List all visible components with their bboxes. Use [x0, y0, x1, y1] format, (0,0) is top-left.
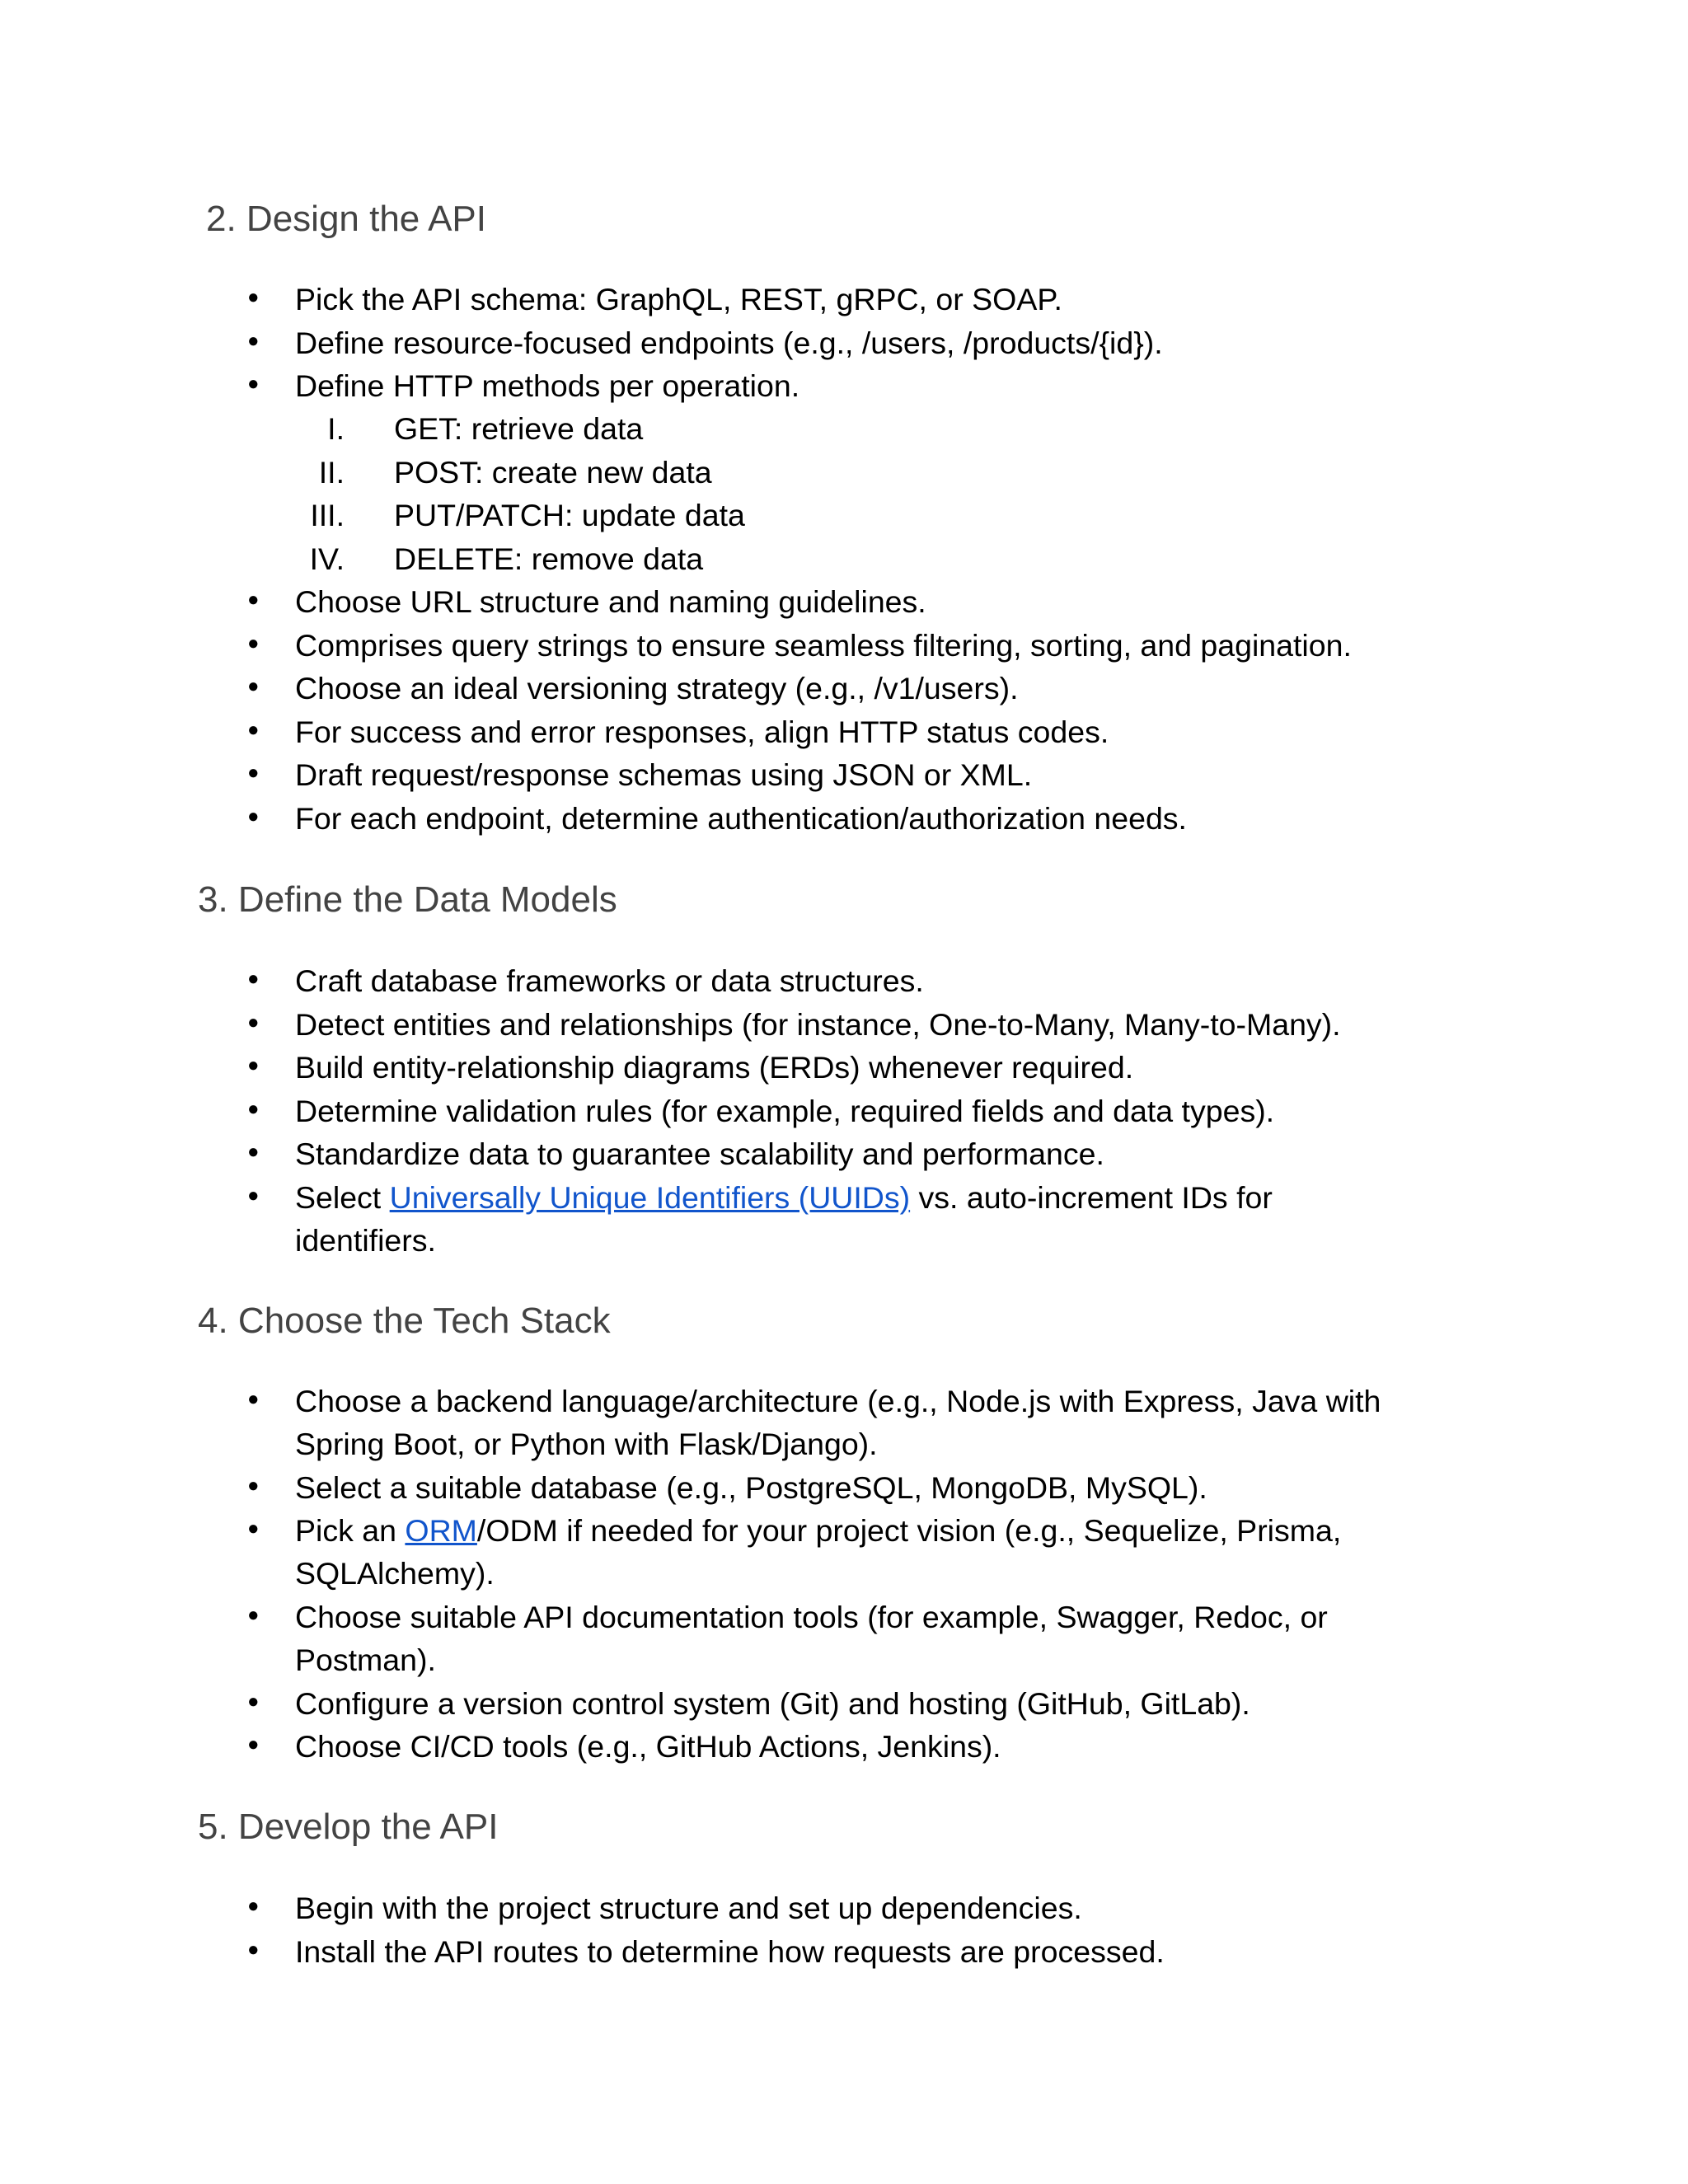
bullet-icon: ● — [247, 1604, 260, 1626]
uuid-link[interactable]: Universally Unique Identifiers (UUIDs) — [389, 1180, 911, 1215]
section-heading-tech-stack: 4. Choose the Tech Stack — [198, 1301, 611, 1341]
list-item: Craft database frameworks or data structures. — [295, 963, 924, 998]
bullet-icon: ● — [247, 762, 260, 784]
roman-numeral: III. — [310, 498, 345, 532]
bullet-icon: ● — [247, 1474, 260, 1497]
list-item: Choose a backend language/architecture (e.g., Node.js with Express, Java with — [295, 1384, 1381, 1418]
list-item: Define HTTP methods per operation. — [295, 368, 800, 403]
list-item: Configure a version control system (Git) and hosting (GitHub, GitLab). — [295, 1686, 1250, 1721]
bullet-icon: ● — [247, 1011, 260, 1033]
orm-link[interactable]: ORM — [405, 1513, 477, 1548]
roman-numeral: I. — [327, 411, 345, 446]
roman-numeral: II. — [318, 455, 345, 490]
bullet-icon: ● — [247, 719, 260, 741]
bullet-icon: ● — [247, 1054, 260, 1076]
bullet-icon: ● — [247, 1938, 260, 1961]
list-item: Define resource-focused endpoints (e.g., /users, /products/{id}). — [295, 326, 1163, 360]
list-item: Choose URL structure and naming guidelines. — [295, 584, 926, 619]
bullet-icon: ● — [247, 1517, 260, 1540]
sub-list-item: PUT/PATCH: update data — [394, 498, 745, 532]
roman-numeral: IV. — [309, 541, 345, 576]
list-item: Comprises query strings to ensure seamless filtering, sorting, and pagination. — [295, 628, 1352, 663]
list-item: Choose suitable API documentation tools (for example, Swagger, Redoc, or — [295, 1600, 1328, 1634]
sub-list-item: DELETE: remove data — [394, 541, 704, 576]
bullet-icon: ● — [247, 1141, 260, 1163]
list-item-continuation: SQLAlchemy). — [295, 1556, 495, 1591]
list-item-text: /ODM if needed for your project vision (e.g., Sequelize, Prisma, — [476, 1513, 1342, 1548]
list-item-continuation: identifiers. — [295, 1223, 436, 1258]
list-item: For each endpoint, determine authentication/authorization needs. — [295, 801, 1187, 836]
list-item-text: vs. auto-increment IDs for — [910, 1180, 1273, 1215]
bullet-icon: ● — [247, 373, 260, 395]
bullet-icon: ● — [247, 330, 260, 352]
list-item: Install the API routes to determine how requests are processed. — [295, 1934, 1165, 1969]
sub-list-item: POST: create new data — [394, 455, 712, 490]
bullet-icon: ● — [247, 968, 260, 990]
list-item: Select a suitable database (e.g., PostgreSQL, MongoDB, MySQL). — [295, 1470, 1207, 1505]
bullet-icon: ● — [247, 286, 260, 308]
bullet-icon: ● — [247, 632, 260, 654]
bullet-icon: ● — [247, 675, 260, 697]
sub-list-item: GET: retrieve data — [394, 411, 644, 446]
list-item-orm — [295, 1509, 1341, 1553]
list-item-uuid — [295, 1176, 1273, 1220]
list-item: Determine validation rules (for example, required fields and data types). — [295, 1094, 1275, 1128]
bullet-icon: ● — [247, 588, 260, 611]
list-item-continuation: Postman). — [295, 1643, 436, 1677]
list-item: Begin with the project structure and set up dependencies. — [295, 1891, 1082, 1925]
list-item: Standardize data to guarantee scalability and performance. — [295, 1137, 1104, 1171]
list-item-continuation: Spring Boot, or Python with Flask/Django). — [295, 1427, 878, 1461]
bullet-icon: ● — [247, 1098, 260, 1120]
bullet-icon: ● — [247, 1388, 260, 1410]
section-heading-design-api: 2. Design the API — [206, 199, 486, 239]
section-heading-develop-api: 5. Develop the API — [198, 1807, 499, 1847]
section-heading-data-models: 3. Define the Data Models — [198, 879, 617, 920]
bullet-icon: ● — [247, 1690, 260, 1713]
list-item-text: Pick an — [295, 1513, 406, 1548]
bullet-icon: ● — [247, 805, 260, 827]
list-item-text: Select — [295, 1180, 390, 1215]
list-item: Build entity-relationship diagrams (ERDs) whenever required. — [295, 1050, 1134, 1085]
list-item: Choose an ideal versioning strategy (e.g., /v1/users). — [295, 671, 1019, 705]
list-item: Pick the API schema: GraphQL, REST, gRPC, or SOAP. — [295, 282, 1062, 316]
list-item: Detect entities and relationships (for instance, One-to-Many, Many-to-Many). — [295, 1007, 1341, 1042]
bullet-icon: ● — [247, 1895, 260, 1917]
list-item: For success and error responses, align HTTP status codes. — [295, 715, 1109, 749]
list-item: Choose CI/CD tools (e.g., GitHub Actions, Jenkins). — [295, 1729, 1001, 1764]
bullet-icon: ● — [247, 1733, 260, 1755]
list-item: Draft request/response schemas using JSON or XML. — [295, 757, 1033, 792]
bullet-icon: ● — [247, 1184, 260, 1207]
